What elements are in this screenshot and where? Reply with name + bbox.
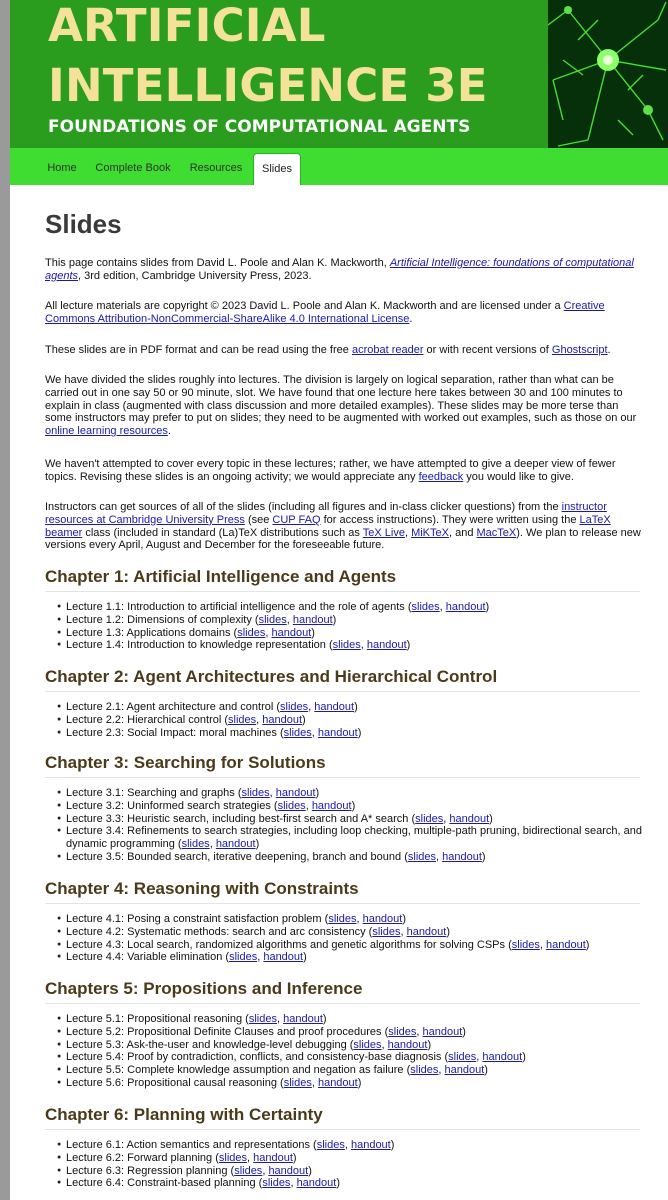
slides-link[interactable]: slides [415, 812, 444, 825]
lecture-item [45, 627, 645, 640]
banner-title-line2: INTELLIGENCE 3E [48, 59, 488, 112]
lecture-title: Lecture 3.1: Searching and graphs [66, 787, 235, 799]
lecture-item [45, 787, 645, 800]
intro-text: This page contains slides from David L. Poole and Alan K. Mackworth, [45, 257, 390, 269]
lecture-open-paren: ( [276, 726, 284, 739]
chapter-4-lectures [45, 913, 645, 964]
lecture-close-paren: ) [357, 1076, 362, 1089]
lecture-item [45, 1139, 645, 1152]
handout-link[interactable]: handout [422, 1025, 463, 1038]
lecture-link-separator: , [290, 1177, 297, 1190]
handout-link[interactable]: handout [362, 913, 403, 925]
lecture-title: Lecture 1.1: Introduction to artificial intelligence and the role of agents [66, 601, 405, 613]
lecture-open-paren: ( [221, 713, 229, 726]
neuron-illustration [548, 0, 668, 148]
feedback-link[interactable]: feedback [418, 470, 464, 483]
lecture-item [45, 1051, 645, 1064]
handout-link[interactable]: handout [317, 726, 358, 739]
lecture-title: Lecture 4.3: Local search, randomized algorithms and genetic algorithms for solving CSPs [66, 938, 506, 951]
handout-link[interactable]: handout [482, 1051, 523, 1064]
lecture-item [45, 800, 645, 813]
slides-link[interactable]: slides [448, 1051, 477, 1064]
slides-link[interactable]: slides [218, 1151, 248, 1164]
lecture-item [45, 951, 645, 964]
lecture-title: Lecture 6.3: Regression planning [66, 1164, 228, 1177]
lecture-link-separator: , [305, 799, 312, 812]
slides-link[interactable]: slides [332, 639, 361, 652]
lecture-item [45, 1077, 645, 1090]
lecture-open-paren: ( [325, 639, 333, 652]
lecture-open-paren: ( [251, 613, 259, 626]
handout-link[interactable]: handout [215, 838, 256, 851]
slides-link[interactable]: slides [353, 1038, 382, 1051]
lecture-title: Lecture 5.3: Ask-the-user and knowledge-level debugging [66, 1038, 347, 1051]
lecture-title: Lecture 6.2: Forward planning [66, 1151, 213, 1164]
chapter-3-lectures [45, 787, 645, 864]
lecture-link-separator: , [443, 812, 450, 825]
lecture-title: Lecture 6.4: Constraint-based planning [66, 1177, 256, 1190]
handout-link[interactable]: handout [311, 799, 352, 812]
lecture-close-paren: ) [462, 1025, 466, 1038]
nav-resources[interactable]: Resources [189, 162, 243, 174]
lectures-paragraph [45, 374, 645, 438]
lecture-title: Lecture 1.3: Applications domains [66, 626, 231, 639]
lecture-open-paren: ( [321, 913, 329, 925]
instructors-text-2: (see [244, 513, 273, 526]
handout-link[interactable]: handout [442, 850, 482, 863]
lecture-close-paren: ) [522, 1051, 526, 1064]
slides-link[interactable]: slides [283, 1076, 312, 1089]
lecture-close-paren: ) [402, 913, 407, 925]
chapter-4-heading: Chapter 4: Reasoning with Constraints [45, 878, 640, 904]
lecture-close-paren: ) [354, 701, 358, 713]
lecture-open-paren: ( [381, 1025, 389, 1038]
lecture-open-paren: ( [227, 1164, 235, 1177]
slides-link[interactable]: slides [372, 925, 401, 938]
lecture-open-paren: ( [408, 812, 416, 825]
lecture-link-separator: , [416, 1025, 423, 1038]
lecture-item [45, 1152, 645, 1165]
lecture-close-paren: ) [302, 713, 306, 726]
handout-link[interactable]: handout [283, 1013, 323, 1025]
coverage-text: We haven't attempted to cover every topic in these lectures; rather, we have attempted to give a deeper view of fewer topics. Revising these slides is an ongoing activity; we would appreciate any [45, 458, 616, 483]
lecture-close-paren: ) [485, 601, 490, 613]
lecture-open-paren: ( [401, 850, 408, 863]
slides-link[interactable]: slides [262, 1177, 291, 1190]
lecture-open-paren: ( [174, 838, 182, 851]
lecture-item [45, 851, 645, 864]
lecture-close-paren: ) [292, 1151, 297, 1164]
acrobat-reader-link[interactable]: acrobat reader [351, 344, 424, 356]
lecture-title: Lecture 5.5: Complete knowledge assumption and negation as failure [66, 1064, 404, 1077]
slides-link[interactable]: slides [181, 838, 210, 851]
slides-link[interactable]: slides [237, 626, 266, 639]
lecture-item [45, 926, 645, 939]
handout-link[interactable]: handout [444, 1064, 485, 1077]
handout-link[interactable]: handout [350, 1139, 391, 1151]
lecture-item [45, 1039, 645, 1052]
lecture-title: Lecture 5.4: Proof by contradiction, conflicts, and consistency-base diagnosis [66, 1051, 442, 1064]
handout-link[interactable]: handout [268, 1164, 309, 1177]
copyright-paragraph [45, 300, 645, 326]
nav-slides[interactable]: Slides [253, 153, 301, 185]
lecture-link-separator: , [257, 951, 264, 964]
lecture-link-separator: , [436, 850, 443, 863]
lecture-link-separator: , [262, 1164, 269, 1177]
lecture-open-paren: ( [365, 925, 373, 938]
lecture-item [45, 813, 645, 826]
lecture-open-paren: ( [346, 1038, 354, 1051]
lecture-link-separator: , [209, 838, 216, 851]
lecture-item [45, 1177, 645, 1190]
lecture-link-separator: , [311, 726, 318, 739]
lecture-title: Lecture 1.4: Introduction to knowledge representation [66, 639, 326, 652]
instructors-text-3: for access instructions). They were written using the [320, 513, 580, 526]
lecture-title: Lecture 5.6: Propositional causal reasoning [66, 1076, 277, 1089]
lecture-link-separator: , [265, 626, 272, 639]
lecture-open-paren: ( [403, 1064, 411, 1077]
copyright-text-end: . [409, 312, 413, 325]
slides-link[interactable]: slides [388, 1025, 417, 1038]
slides-link[interactable]: slides [277, 799, 306, 812]
chapter-3-heading: Chapter 3: Searching for Solutions [45, 752, 640, 778]
neuron-image [548, 0, 668, 148]
lecture-item [45, 727, 645, 740]
instructors-text-end: ). We plan to release new versions every April, August and December for the foreseeable future. [45, 526, 641, 552]
lectures-text: We have divided the slides roughly into lectures. The division is largely on logical separation, rather than what can be carried out in one say 50 or 90 minute, slot. We have found that one lecture here takes between 30 and 100 minutes to explain in class (augmented with class discussion and more detailed examples). These slides may be more terse than some instructors may prefer to put on slides; they need to be augmented with worked out examples, such as those on our [45, 374, 637, 425]
page [10, 0, 668, 1200]
lecture-title: Lecture 3.2: Uninformed search strategies [66, 799, 271, 812]
instructors-text-5: , [404, 526, 412, 539]
format-text-end: . [607, 344, 611, 356]
copyright-text: All lecture materials are copyright © 2023 David L. Poole and Alan K. Mackworth and are licensed under a [45, 300, 564, 312]
slides-link[interactable]: slides [316, 1139, 345, 1151]
lecture-title: Lecture 5.2: Propositional Definite Clauses and proof procedures [66, 1025, 382, 1038]
handout-link[interactable]: handout [387, 1038, 428, 1051]
miktex-link[interactable]: MiKTeX [411, 526, 449, 539]
main-nav [10, 148, 668, 185]
lecture-open-paren: ( [255, 1177, 263, 1190]
tex-live-link[interactable]: TeX Live [362, 526, 405, 539]
lecture-close-paren: ) [322, 1013, 327, 1025]
lecture-close-paren: ) [390, 1139, 395, 1151]
online-learning-link[interactable]: online learning resources [45, 425, 168, 438]
lecture-open-paren: ( [404, 601, 412, 613]
lecture-open-paren: ( [212, 1151, 219, 1164]
lecture-link-separator: , [308, 701, 315, 713]
cup-faq-link[interactable]: CUP FAQ [272, 513, 321, 526]
page-title: Slides [45, 209, 122, 239]
intro-text-end: , 3rd edition, Cambridge University Press, 2023. [78, 269, 312, 282]
chapter-1-lectures [45, 601, 645, 652]
lecture-title: Lecture 3.3: Heuristic search, including best-first search and A* search [66, 812, 409, 825]
slides-link[interactable]: slides [280, 701, 309, 713]
lecture-item [45, 639, 645, 652]
chapter-6-lectures [45, 1139, 645, 1190]
format-paragraph [45, 344, 645, 357]
handout-link[interactable]: handout [449, 812, 490, 825]
lecture-item [45, 614, 645, 627]
coverage-paragraph [45, 458, 645, 484]
lecture-title: Lecture 4.1: Posing a constraint satisfaction problem [66, 913, 322, 925]
lecture-item [45, 714, 645, 727]
handout-link[interactable]: handout [275, 787, 316, 799]
lecture-title: Lecture 5.1: Propositional reasoning [66, 1013, 243, 1025]
lecture-link-separator: , [344, 1139, 351, 1151]
instructors-text-4: class (included in standard (La)TeX distributions such as [82, 526, 363, 539]
lecture-open-paren: ( [222, 951, 230, 964]
lecture-close-paren: ) [303, 951, 307, 964]
lecture-link-separator: , [247, 1151, 254, 1164]
lecture-open-paren: ( [234, 787, 242, 799]
instructors-text-6: , and [448, 526, 477, 539]
lecture-item [45, 701, 645, 714]
handout-link[interactable]: handout [314, 701, 355, 713]
lecture-title: Lecture 4.4: Variable elimination [66, 951, 223, 964]
lecture-open-paren: ( [505, 938, 512, 951]
format-text: These slides are in PDF format and can be read using the free [45, 344, 352, 356]
handout-link[interactable]: handout [263, 951, 304, 964]
lecture-close-paren: ) [481, 850, 486, 863]
lecture-link-separator: , [276, 1013, 284, 1025]
lecture-link-separator: , [539, 938, 546, 951]
book-link[interactable]: Artificial Intelligence: foundations of computational agents [45, 257, 634, 282]
lecture-link-separator: , [400, 925, 407, 938]
slides-link[interactable]: slides [410, 1064, 439, 1077]
lecture-close-paren: ) [406, 639, 411, 652]
lecture-link-separator: , [269, 787, 276, 799]
lecture-item [45, 825, 645, 851]
handout-link[interactable]: handout [546, 938, 586, 951]
lecture-close-paren: ) [489, 812, 493, 825]
slides-link[interactable]: slides [248, 1013, 277, 1025]
lecture-title: Lecture 3.4: Refinements to search strategies, including loop checking, multiple-path pruning, bidirectional search, and dynamic programming [66, 825, 642, 851]
lecture-open-paren: ( [242, 1013, 249, 1025]
nav-complete-book[interactable]: Complete Book [95, 162, 171, 174]
chapter-6-heading: Chapter 6: Planning with Certainty [45, 1104, 640, 1130]
handout-link[interactable]: handout [271, 626, 312, 639]
handout-link[interactable]: handout [317, 1076, 358, 1089]
lecture-close-paren: ) [484, 1064, 488, 1077]
lecture-title: Lecture 2.1: Agent architecture and control [66, 701, 274, 713]
handout-link[interactable]: handout [406, 925, 447, 938]
handout-link[interactable]: handout [296, 1177, 337, 1190]
chapter-2-lectures [45, 701, 645, 739]
slides-link[interactable]: slides [234, 1164, 263, 1177]
slides-link[interactable]: slides [283, 726, 312, 739]
lecture-link-separator: , [286, 613, 293, 626]
lecture-close-paren: ) [336, 1177, 340, 1190]
latex-beamer-link[interactable]: LaTeX beamer [45, 513, 611, 539]
handout-link[interactable]: handout [292, 613, 333, 626]
slides-link[interactable]: slides [229, 951, 258, 964]
lecture-close-paren: ) [585, 938, 590, 951]
chapter-2-heading: Chapter 2: Agent Architectures and Hierarchical Control [45, 666, 640, 692]
coverage-text-end: you would like to give. [463, 470, 574, 483]
lecture-close-paren: ) [446, 925, 451, 938]
lecture-link-separator: , [356, 913, 363, 925]
lecture-link-separator: , [476, 1051, 483, 1064]
lecture-item [45, 1165, 645, 1178]
lecture-title: Lecture 6.1: Action semantics and representations [66, 1139, 310, 1151]
slides-link[interactable]: slides [258, 613, 287, 626]
lecture-item [45, 913, 645, 926]
instructor-resources-link[interactable]: instructor resources at Cambridge University Press [45, 501, 607, 526]
banner-title-line1: ARTIFICIAL [48, 0, 326, 52]
lecture-close-paren: ) [427, 1038, 432, 1051]
slides-link[interactable]: slides [407, 850, 436, 863]
handout-link[interactable]: handout [262, 713, 303, 726]
window-left-edge [0, 0, 10, 1200]
lecture-title: Lecture 1.2: Dimensions of complexity [66, 613, 252, 626]
handout-link[interactable]: handout [366, 639, 407, 652]
lecture-link-separator: , [311, 1076, 318, 1089]
lecture-item [45, 1013, 645, 1026]
lecture-title: Lecture 3.5: Bounded search, iterative deepening, branch and bound [66, 850, 402, 863]
lecture-close-paren: ) [311, 626, 315, 639]
intro-paragraph [45, 257, 645, 283]
lecture-link-separator: , [256, 713, 263, 726]
lecture-title: Lecture 4.2: Systematic methods: search and arc consistency [66, 925, 366, 938]
lecture-open-paren: ( [309, 1139, 317, 1151]
chapter-1-heading: Chapter 1: Artificial Intelligence and Agents [45, 566, 640, 592]
instructors-text: Instructors can get sources of all of the slides (including all figures and in-class clicker questions) from the [45, 501, 562, 513]
lecture-title: Lecture 2.3: Social Impact: moral machines [66, 726, 277, 739]
lecture-item [45, 939, 645, 952]
handout-link[interactable]: handout [445, 601, 486, 613]
format-text-mid: or with recent versions of [423, 344, 552, 356]
banner-subtitle: FOUNDATIONS OF COMPUTATIONAL AGENTS [48, 117, 471, 137]
slides-link[interactable]: slides [511, 938, 540, 951]
lecture-close-paren: ) [332, 613, 337, 626]
lecture-link-separator: , [360, 639, 367, 652]
lecture-close-paren: ) [315, 787, 320, 799]
mactex-link[interactable]: MacTeX [476, 526, 517, 539]
slides-link[interactable]: slides [228, 713, 257, 726]
lecture-link-separator: , [381, 1038, 388, 1051]
lecture-link-separator: , [439, 601, 446, 613]
lecture-item [45, 1026, 645, 1039]
lecture-open-paren: ( [270, 799, 278, 812]
lecture-close-paren: ) [308, 1164, 312, 1177]
lecture-close-paren: ) [351, 799, 356, 812]
chapter-5-heading: Chapters 5: Propositions and Inference [45, 978, 640, 1004]
slides-link[interactable]: slides [328, 913, 357, 925]
lecture-open-paren: ( [273, 701, 281, 713]
license-link[interactable]: Creative Commons Attribution-NonCommercial-ShareAlike 4.0 International License [45, 300, 605, 325]
nav-home[interactable]: Home [47, 162, 77, 174]
instructors-paragraph [45, 501, 645, 552]
lecture-close-paren: ) [357, 726, 362, 739]
ghostscript-link[interactable]: Ghostscript [551, 344, 608, 356]
lectures-text-end: . [167, 425, 171, 438]
chapter-5-lectures [45, 1013, 645, 1090]
lecture-item [45, 1064, 645, 1077]
lecture-open-paren: ( [230, 626, 238, 639]
site-banner [10, 0, 668, 148]
slides-link[interactable]: slides [411, 601, 440, 613]
handout-link[interactable]: handout [253, 1151, 293, 1164]
lecture-link-separator: , [438, 1064, 445, 1077]
lecture-open-paren: ( [276, 1076, 284, 1089]
lecture-open-paren: ( [441, 1051, 449, 1064]
lecture-close-paren: ) [255, 838, 260, 851]
slides-link[interactable]: slides [241, 787, 270, 799]
lecture-item [45, 601, 645, 614]
lecture-title: Lecture 2.2: Hierarchical control [66, 713, 222, 726]
